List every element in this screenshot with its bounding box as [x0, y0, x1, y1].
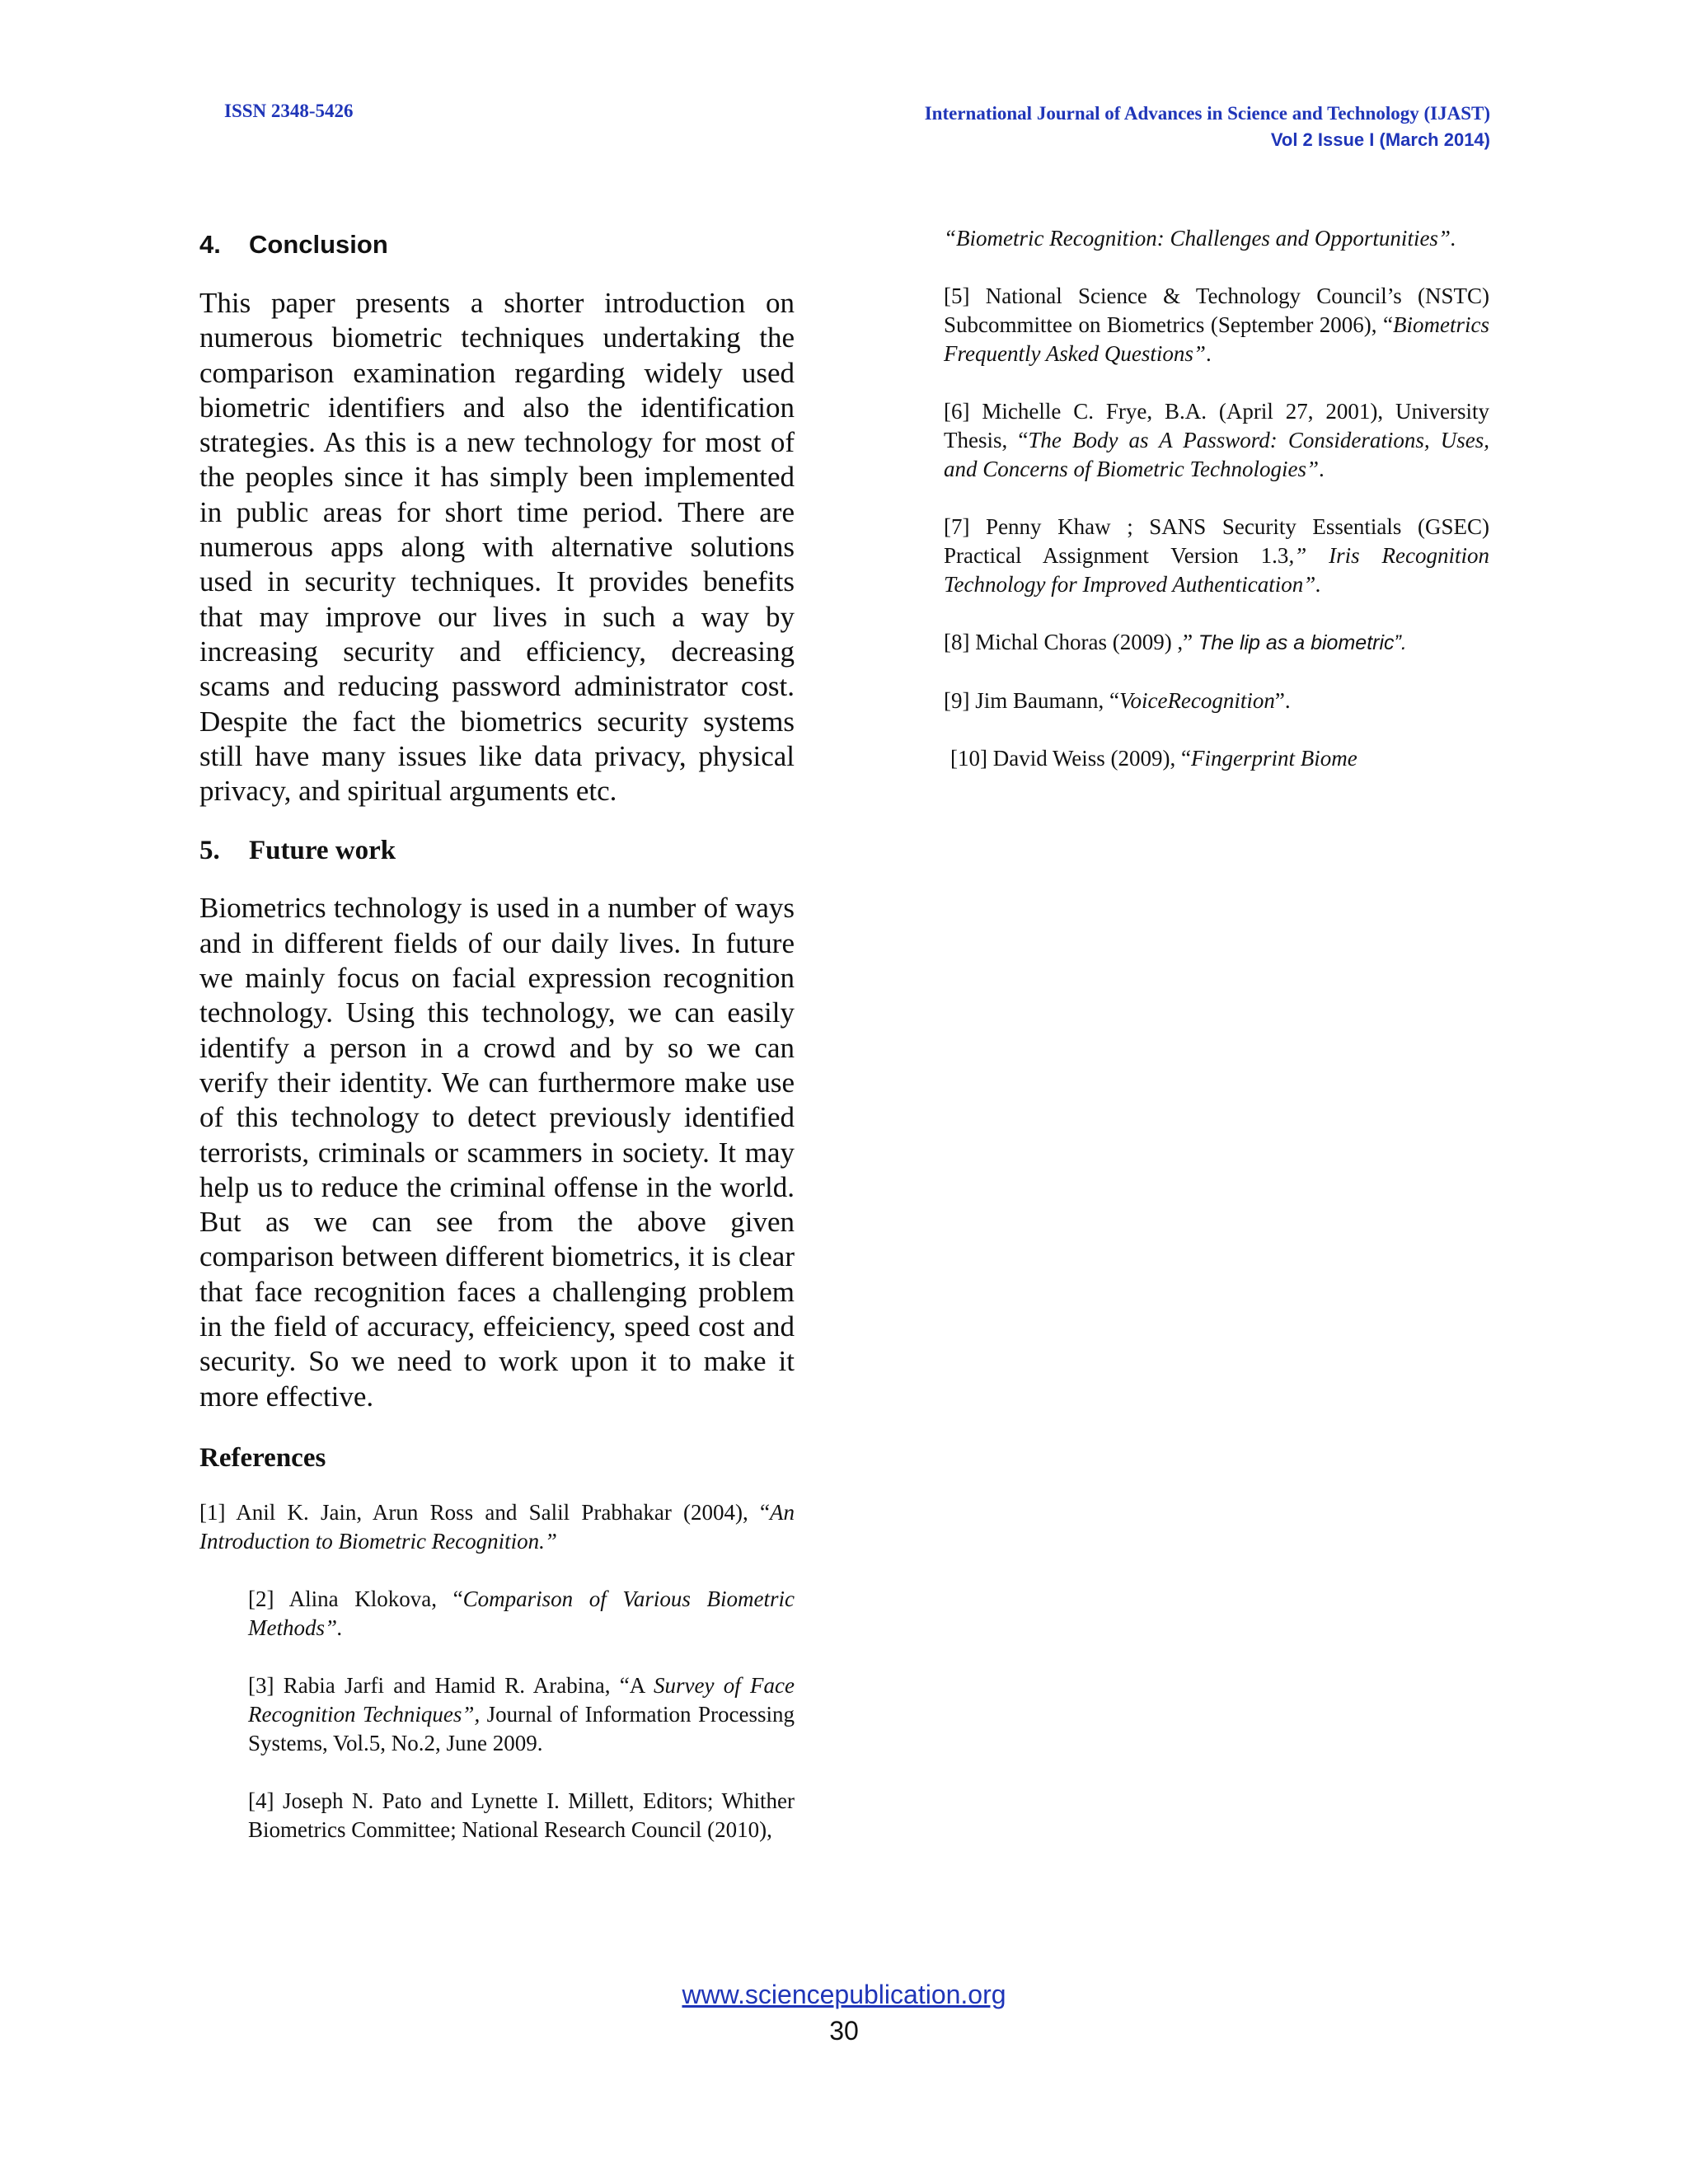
conclusion-heading [199, 223, 795, 267]
future-work-number: 5. [199, 836, 220, 866]
reference-4-continued: “Biometric Recognition: Challenges and Opportunities”. [944, 226, 1456, 251]
reference-3: [3] Rabia Jarfi and Hamid R. Arabina, “A Survey of Face Recognition Techniques”, Journal of Information Processing Systems, Vol.5, No.2, June 2009. [248, 1672, 795, 1755]
journal-header [925, 101, 1490, 153]
reference-10: [10] David Weiss (2009), “Fingerprint Biome [950, 746, 1357, 771]
reference-6: [6] Michelle C. Frye, B.A. (April 27, 2001), University Thesis, “The Body as A Password: Considerations, Uses, and Concerns of Biometric Technologies”. [944, 399, 1490, 481]
reference-2: [2] Alina Klokova, “Comparison of Various Biometric Methods”. [248, 1586, 795, 1640]
page-footer [0, 1976, 1688, 2049]
issn-label: ISSN 2348-5426 [224, 101, 354, 121]
left-column [199, 223, 795, 1844]
journal-volume: Vol 2 Issue I (March 2014) [1270, 129, 1490, 150]
reference-8: [8] Michal Choras (2009) ,” The lip as a biometric”. [944, 630, 1407, 654]
conclusion-number: 4. [199, 230, 221, 259]
conclusion-title: Conclusion [249, 230, 388, 259]
reference-9: [9] Jim Baumann, “VoiceRecognition”. [944, 688, 1291, 713]
publisher-link[interactable]: www.sciencepublication.org [682, 1980, 1006, 2009]
reference-1: [1] Anil K. Jain, Arun Ross and Salil Prabhakar (2004), “An Introduction to Biometric Recognition.” [199, 1499, 795, 1554]
future-work-body: Biometrics technology is used in a number of ways and in different fields of our daily lives. In future we mainly focus on facial expression recognition technology. Using this technology, we can easily identify a person in a crowd and by so we can verify their identity. We can furthermore make use of this technology to detect previously identified terrorists, criminals or scammers in society. It may help us to reduce the criminal offense in the world. But as we can see from the above given comparison between different biometrics, it is clear that face recognition faces a challenging problem in the field of accuracy, effeiciency, speed cost and security. So we need to work upon it to make it more effective. [199, 892, 795, 1413]
conclusion-body: This paper presents a shorter introduction on numerous biometric techniques undertaking the comparison examination regarding widely used biometric identifiers and also the identification strategies. As this is a new technology for most of the peoples since it has simply been implemented in public areas for short time period. There are numerous apps along with alternative solutions used in security techniques. It provides benefits that may improve our lives in such a way by increasing security and efficiency, decreasing scams and reducing password administrator cost. Despite the fact the biometrics security systems still have many issues like data privacy, physical privacy, and spiritual arguments etc. [199, 287, 795, 808]
references-heading: References [199, 1442, 326, 1473]
journal-title: International Journal of Advances in Science and Technology (IJAST) [924, 103, 1490, 124]
reference-4: [4] Joseph N. Pato and Lynette I. Millett, Editors; Whither Biometrics Committee; National Research Council (2010), [248, 1788, 795, 1842]
future-work-heading [199, 828, 795, 873]
reference-5: [5] National Science & Technology Council’s (NSTC) Subcommittee on Biometrics (September 2006), “Biometrics Frequently Asked Questions”. [944, 284, 1489, 366]
future-work-title: Future work [249, 836, 396, 866]
page-number: 30 [829, 2016, 859, 2046]
reference-7: [7] Penny Khaw ; SANS Security Essentials (GSEC) Practical Assignment Version 1.3,” Iris Recognition Technology for Improved Authentication”. [944, 514, 1489, 597]
right-column [944, 224, 1489, 773]
